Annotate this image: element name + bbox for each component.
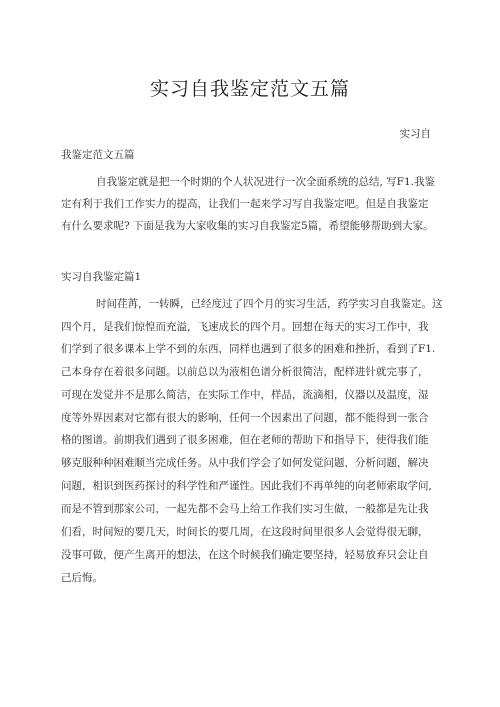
section-paragraph-line: 四个月，是我们惊惶而充溢，飞速成长的四个月。回想在每天的实习工作中，我 <box>61 321 429 333</box>
section-paragraph-line: 没事可做，便产生离开的想法，在这个时候我们确定要坚持，轻易放弃只会让自 <box>61 549 429 561</box>
section-paragraph-line: 问题，相识到医药探讨的科学性和严谨性。因此我们不再单纯的向老师索取学问, <box>61 480 432 492</box>
section-paragraph-line: 度等外界因素对它都有很大的影响，任何一个因素出了问题，都不能得到一张合 <box>61 412 429 424</box>
section-paragraph-line: 格的图谱。前期我们遇到了很多困难，但在老师的帮助下和指导下，使得我们能 <box>61 434 429 446</box>
document-title: 实习自我鉴定范文五篇 <box>149 78 350 100</box>
section-paragraph-line: 们看，时间短的要几天，时间长的要几周，在这段时间里很多人会觉得很无聊， <box>61 526 429 538</box>
section-paragraph-line: 时间荏苒，一转瞬，已经度过了四个月的实习生活，药学实习自我鉴定。这 <box>96 298 443 310</box>
intro-paragraph-line: 定有利于我们工作实力的提高，让我们一起来学习写自我鉴定吧。但是自我鉴定 <box>61 198 429 210</box>
intro-line-left: 我鉴定范文五篇 <box>61 149 135 161</box>
section-heading: 实习自我鉴定篇1 <box>61 271 142 283</box>
section-paragraph-line: 可现在发觉并不是那么简洁，在实际工作中，样品，流滴相，仪器以及温度，湿 <box>61 389 429 401</box>
intro-line-right: 实习自 <box>399 128 431 140</box>
section-paragraph-line: 们学到了很多课本上学不到的东西，同样也遇到了很多的困难和挫折，看到了F1. <box>61 343 436 355</box>
section-paragraph-line: 而是不管到那家公司，一起先都不会马上给工作我们实习生做，一般都是先让我 <box>61 503 429 515</box>
section-paragraph-line: 己本身存在着很多问题。以前总以为液相色谱分析很简洁，配样进针就完事了， <box>61 366 429 378</box>
intro-paragraph-line: 有什么要求呢? 下面是我为大家收集的实习自我鉴定5篇，希望能够帮助到大家。 <box>61 220 434 232</box>
section-paragraph-line: 己后悔。 <box>61 572 103 584</box>
intro-paragraph-line: 自我鉴定就是把一个时期的个人状况进行一次全面系统的总结, 写F1.我鉴 <box>96 176 435 188</box>
section-paragraph-line: 够克服种种困难顺当完成任务。从中我们学会了如何发觉问题，分析问题，解决 <box>61 457 429 469</box>
